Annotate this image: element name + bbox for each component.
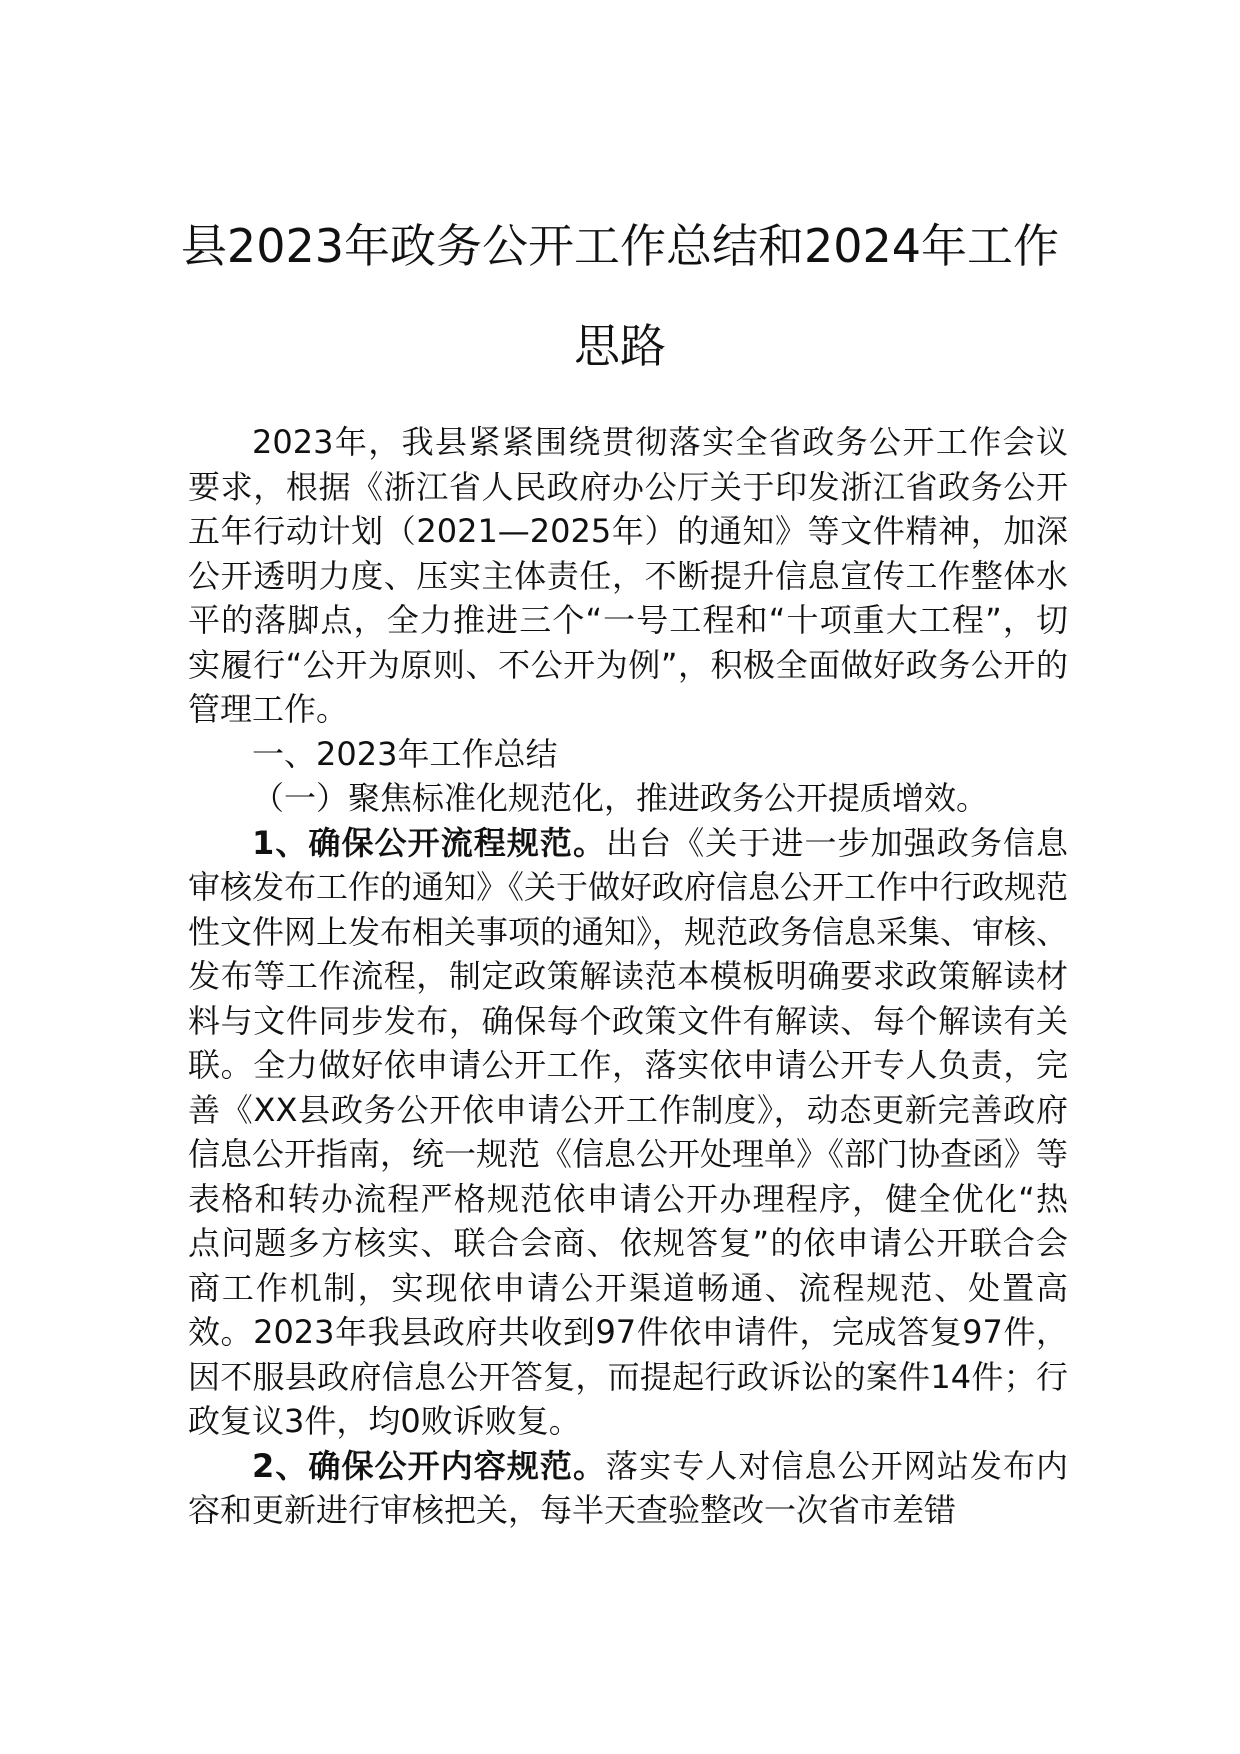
title-line-2: 思路 — [574, 319, 666, 373]
item-paragraph-2 — [188, 1444, 1068, 1533]
document-title — [180, 196, 1060, 396]
intro-paragraph: 2023年，我县紧紧围绕贯彻落实全省政务公开工作会议要求，根据《浙江省人民政府办公厅关于印发浙江省政务公开五年行动计划（2021—2025年）的通知》等文件精神，加深公开透明力度、压实主体责任，不断提升信息宣传工作整体水平的落脚点，全力推进三个“一号工程和“十项重大工程”，切实履行“公开为原则、不公开为例”，积极全面做好政务公开的管理工作。 — [188, 423, 1068, 728]
item-2-text: 落实专人对信息公开网站发布内容和更新进行审核把关，每半天查验整改一次省市差错 — [188, 1446, 1068, 1529]
document-body — [188, 420, 1068, 1533]
subsection-heading-1: （一）聚焦标准化规范化，推进政务公开提质增效。 — [252, 779, 989, 817]
section-heading-1: 一、2023年工作总结 — [252, 734, 558, 773]
item-1-lead: 1、确保公开流程规范。 — [252, 823, 607, 862]
item-2-lead: 2、确保公开内容规范。 — [252, 1446, 607, 1485]
item-paragraph-1 — [188, 821, 1068, 1444]
title-line-1: 县2023年政务公开工作总结和2024年工作 — [180, 219, 1060, 273]
item-1-text: 出台《关于进一步加强政务信息审核发布工作的通知》《关于做好政府信息公开工作中行政规范性文件网上发布相关事项的通知》，规范政务信息采集、审核、发布等工作流程，制定政策解读范本模板明确要求政策解读材料与文件同步发布，确保每个政策文件有解读、每个解读有关联。全力做好依申请公开工作，落实依申请公开专人负责，完善《XX县政务公开依申请公开工作制度》，动态更新完善政府信息公开指南，统一规范《信息公开处理单》《部门协查函》等表格和转办流程严格规范依申请公开办理程序，健全优化“热点问题多方核实、联合会商、依规答复”的依申请公开联合会商工作机制，实现依申请公开渠道畅通、流程规范、处置高效。2023年我县政府共收到97件依申请件，完成答复97件，因不服县政府信息公开答复，而提起行政诉讼的案件14件；行政复议3件，均0败诉败复。 — [188, 823, 1069, 1440]
